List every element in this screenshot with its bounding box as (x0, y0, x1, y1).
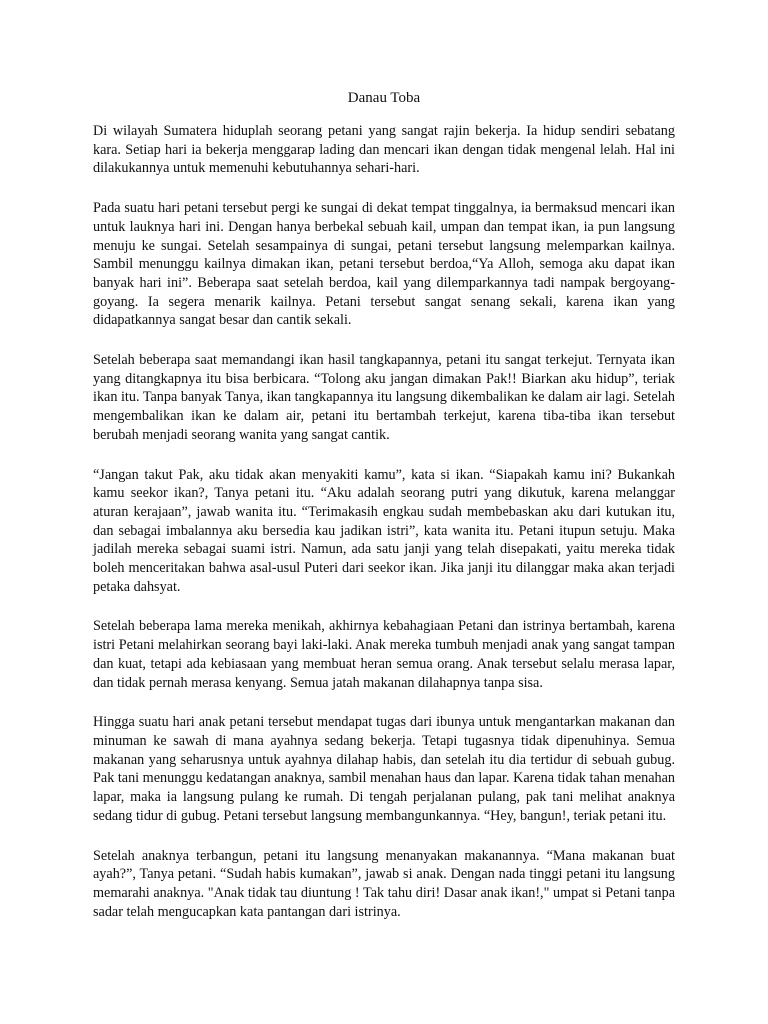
paragraph-6: Hingga suatu hari anak petani tersebut mendapat tugas dari ibunya untuk mengantarkan makanan dan minuman ke sawah di mana ayahnya sedang bekerja. Tetapi tugasnya tidak dipenuhinya. Semua makanan yang seharusnya untuk ayahnya dilahap habis, dan setelah itu dia tertidur di sebuah gubug. Pak tani menunggu kedatangan anaknya, sambil menahan haus dan lapar. Karena tidak tahan menahan lapar, maka ia langsung pulang ke rumah. Di tengah perjalanan pulang, pak tani melihat anaknya sedang tidur di gubug. Petani tersebut langsung membangunkannya. “Hey, bangun!, teriak petani itu. (93, 714, 675, 824)
paragraph-5: Setelah beberapa lama mereka menikah, akhirnya kebahagiaan Petani dan istrinya bertambah, karena istri Petani melahirkan seorang bayi laki-laki. Anak mereka tumbuh menjadi anak yang sangat tampan dan kuat, tetapi ada kebiasaan yang membuat heran semua orang. Anak tersebut selalu merasa lapar, dan tidak pernah merasa kenyang. Semua jatah makanan dilahapnya tanpa sisa. (93, 618, 675, 691)
paragraph-3: Setelah beberapa saat memandangi ikan hasil tangkapannya, petani itu sangat terkejut. Ternyata ikan yang ditangkapnya itu bisa berbicara. “Tolong aku jangan dimakan Pak!! Biarkan aku hidup”, teriak ikan itu. Tanpa banyak Tanya, ikan tangkapannya itu langsung dikembalikan ke dalam air lagi. Setelah mengembalikan ikan ke dalam air, petani itu bertambah terkejut, karena tiba-tiba ikan tersebut berubah menjadi seorang wanita yang sangat cantik. (93, 352, 675, 443)
paragraph-4: “Jangan takut Pak, aku tidak akan menyakiti kamu”, kata si ikan. “Siapakah kamu ini? Bukankah kamu seekor ikan?, Tanya petani itu. “Aku adalah seorang putri yang dikutuk, karena melanggar aturan kerajaan”, jawab wanita itu. “Terimakasih engkau sudah membebaskan aku dari kutukan itu, dan sebagai imbalannya aku bersedia kau jadikan istri”, kata wanita itu. Petani itupun setuju. Maka jadilah mereka sebagai suami istri. Namun, ada satu janji yang telah disepakati, yaitu mereka tidak boleh menceritakan bahwa asal-usul Puteri dari seekor ikan. Jika janji itu dilanggar maka akan terjadi petaka dahsyat. (93, 466, 675, 595)
document-title: Danau Toba (347, 90, 421, 106)
document-body (93, 122, 675, 942)
paragraph-2: Pada suatu hari petani tersebut pergi ke sungai di dekat tempat tinggalnya, ia bermaksud mencari ikan untuk lauknya hari ini. Dengan hanya berbekal sebuah kail, umpan dan tempat ikan, ia pun langsung menuju ke sungai. Setelah sesampainya di sungai, petani tersebut langsung melemparkan kailnya. Sambil menunggu kailnya dimakan ikan, petani tersebut berdoa,“Ya Alloh, semoga aku dapat ikan banyak hari ini”. Beberapa saat setelah berdoa, kail yang dilemparkannya tadi nampak bergoyang-goyang. Ia segera menarik kailnya. Petani tersebut sangat senang sekali, karena ikan yang didapatkannya sangat besar dan cantik sekali. (93, 200, 675, 329)
paragraph-1: Di wilayah Sumatera hiduplah seorang petani yang sangat rajin bekerja. Ia hidup sendiri sebatang kara. Setiap hari ia bekerja menggarap lading dan mencari ikan dengan tidak mengenal lelah. Hal ini dilakukannya untuk memenuhi kebutuhannya sehari-hari. (93, 123, 675, 177)
paragraph-7: Setelah anaknya terbangun, petani itu langsung menanyakan makanannya. “Mana makanan buat ayah?”, Tanya petani. “Sudah habis kumakan”, jawab si anak. Dengan nada tinggi petani itu langsung memarahi anaknya. "Anak tidak tau diuntung ! Tak tahu diri! Dasar anak ikan!," umpat si Petani tanpa sadar telah mengucapkan kata pantangan dari istrinya. (93, 847, 675, 920)
